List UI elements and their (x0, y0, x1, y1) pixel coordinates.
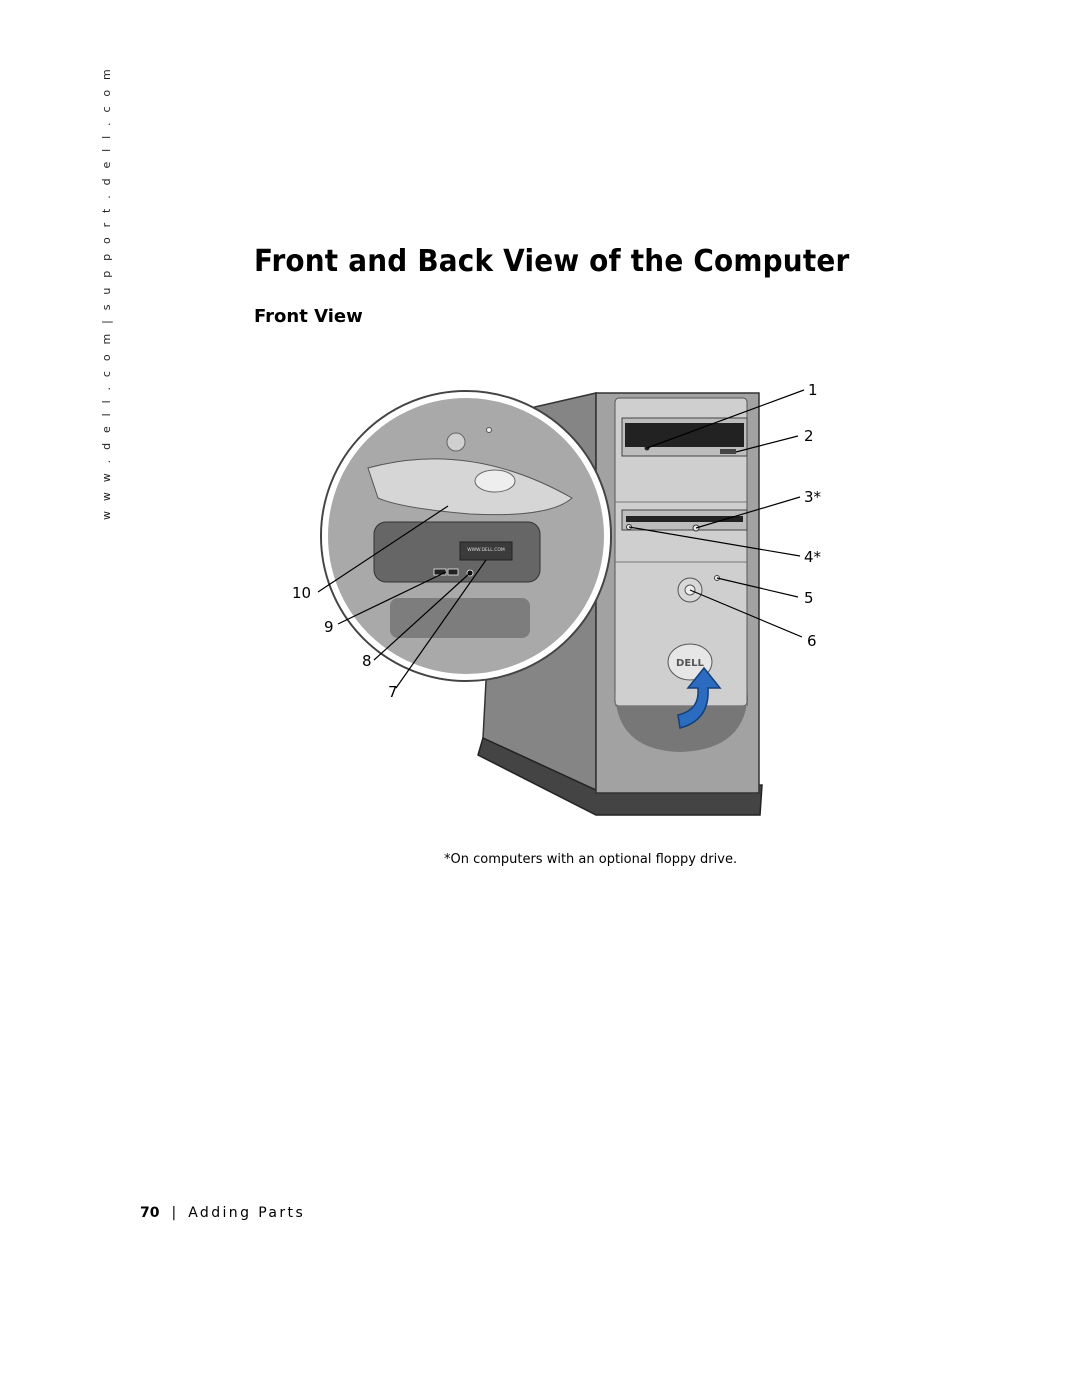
magnified-inset (321, 391, 611, 681)
footer-separator: | (171, 1205, 177, 1221)
callout-9: 9 (324, 618, 334, 636)
callout-8: 8 (362, 652, 372, 670)
cd-drive-tray (625, 423, 744, 447)
callout-3: 3* (804, 488, 822, 506)
figure-footnote: *On computers with an optional floppy drive. (444, 852, 738, 867)
inset-usb-port (434, 569, 446, 575)
inset-label-text: WWW.DELL.COM (467, 548, 505, 553)
inset-power-light (487, 428, 492, 433)
callout-7: 7 (388, 683, 398, 701)
inset-usb-port-2 (448, 569, 458, 575)
section-subtitle: Front View (254, 306, 363, 327)
page-footer (140, 1205, 305, 1221)
callout-4: 4* (804, 548, 822, 566)
page-number: 70 (140, 1205, 160, 1221)
inset-lower-shadow (390, 598, 530, 638)
callout-10: 10 (292, 584, 312, 602)
cd-eject-button (720, 449, 736, 454)
inset-power-button (447, 433, 465, 451)
sidebar-url: w w w . d e l l . c o m | s u p p o r t . d e l l . c o m (100, 66, 113, 520)
callout-1: 1 (808, 381, 818, 399)
computer-illustration (270, 370, 830, 830)
callout-5: 5 (804, 589, 814, 607)
page-title: Front and Back View of the Computer (254, 244, 850, 279)
dell-logo-text: DELL (676, 658, 704, 669)
inset-dell-logo (475, 470, 515, 492)
footer-section-name: Adding Parts (188, 1205, 306, 1221)
callout-6: 6 (807, 632, 817, 650)
computer-front-view-figure (270, 370, 830, 830)
callout-2: 2 (804, 427, 814, 445)
